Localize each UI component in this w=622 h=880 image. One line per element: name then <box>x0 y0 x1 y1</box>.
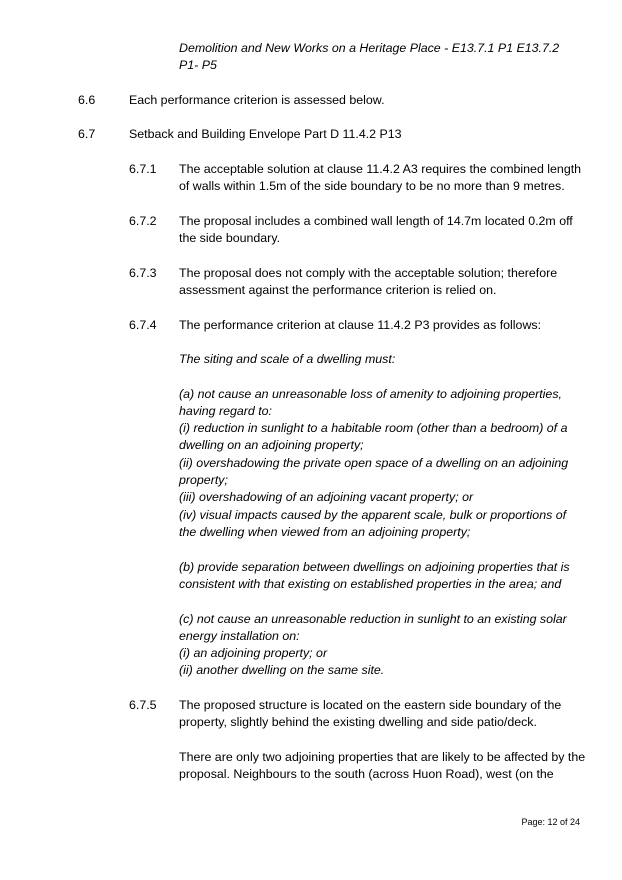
item-number-6-6: 6.6 <box>78 93 96 107</box>
subitem-text-line: The proposal includes a combined wall length of 14.7m located 0.2m off <box>179 214 573 228</box>
quote-b-line: consistent with that existing on established properties in the area; and <box>179 577 562 591</box>
item-text-6-7: Setback and Building Envelope Part D 11.4.2 P13 <box>129 127 402 141</box>
subitem-text-line: assessment against the performance criterion is relied on. <box>179 283 497 297</box>
subitem-number-6-7-2: 6.7.2 <box>129 214 157 228</box>
subitem-text-line: The proposed structure is located on the eastern side boundary of the <box>179 698 562 712</box>
quote-a-line: (i) reduction in sunlight to a habitable room (other than a bedroom) of a <box>179 421 568 435</box>
quote-c-line: energy installation on: <box>179 629 300 643</box>
quote-a-line: (a) not cause an unreasonable loss of amenity to adjoining properties, <box>179 387 562 401</box>
quote-a-line: (ii) overshadowing the private open space of a dwelling on an adjoining <box>179 456 569 470</box>
subitem-text-line: proposal. Neighbours to the south (across Huon Road), west (on the <box>179 767 554 781</box>
subitem-text-line: The performance criterion at clause 11.4.2 P3 provides as follows: <box>179 318 542 332</box>
item-text-6-6: Each performance criterion is assessed below. <box>129 93 385 107</box>
quote-b-line: (b) provide separation between dwellings on adjoining properties that is <box>179 560 570 574</box>
subitem-text-line: The acceptable solution at clause 11.4.2 A3 requires the combined length <box>179 162 582 176</box>
subitem-text-line: of walls within 1.5m of the side boundary to be no more than 9 metres. <box>179 179 565 193</box>
quote-c-line: (i) an adjoining property; or <box>179 646 328 660</box>
subitem-text-line: property, slightly behind the existing dwelling and side patio/deck. <box>179 715 537 729</box>
subitem-number-6-7-5: 6.7.5 <box>129 698 157 712</box>
quote-c-line: (c) not cause an unreasonable reduction in sunlight to an existing solar <box>179 612 567 626</box>
subitem-number-6-7-3: 6.7.3 <box>129 266 157 280</box>
subitem-text-line: There are only two adjoining properties that are likely to be affected by the <box>179 750 586 764</box>
quote-intro: The siting and scale of a dwelling must: <box>179 352 396 366</box>
item-number-6-7: 6.7 <box>78 127 96 141</box>
subitem-number-6-7-4: 6.7.4 <box>129 318 157 332</box>
subitem-text-line: The proposal does not comply with the acceptable solution; therefore <box>179 266 558 280</box>
quote-a-line: (iii) overshadowing of an adjoining vacant property; or <box>179 490 474 504</box>
quote-a-line: the dwelling when viewed from an adjoining property; <box>179 525 471 539</box>
quote-a-line: property; <box>179 473 228 487</box>
quote-c-line: (ii) another dwelling on the same site. <box>179 663 385 677</box>
heading-line-2: P1- P5 <box>179 58 217 72</box>
heading-line-1: Demolition and New Works on a Heritage Place - E13.7.1 P1 E13.7.2 <box>179 41 560 55</box>
quote-a-line: dwelling on an adjoining property; <box>179 438 364 452</box>
subitem-text-line: the side boundary. <box>179 231 281 245</box>
subitem-number-6-7-1: 6.7.1 <box>129 162 157 176</box>
quote-a-line: (iv) visual impacts caused by the apparent scale, bulk or proportions of <box>179 508 567 522</box>
page-number: Page: 12 of 24 <box>521 817 580 827</box>
quote-a-line: having regard to: <box>179 404 272 418</box>
